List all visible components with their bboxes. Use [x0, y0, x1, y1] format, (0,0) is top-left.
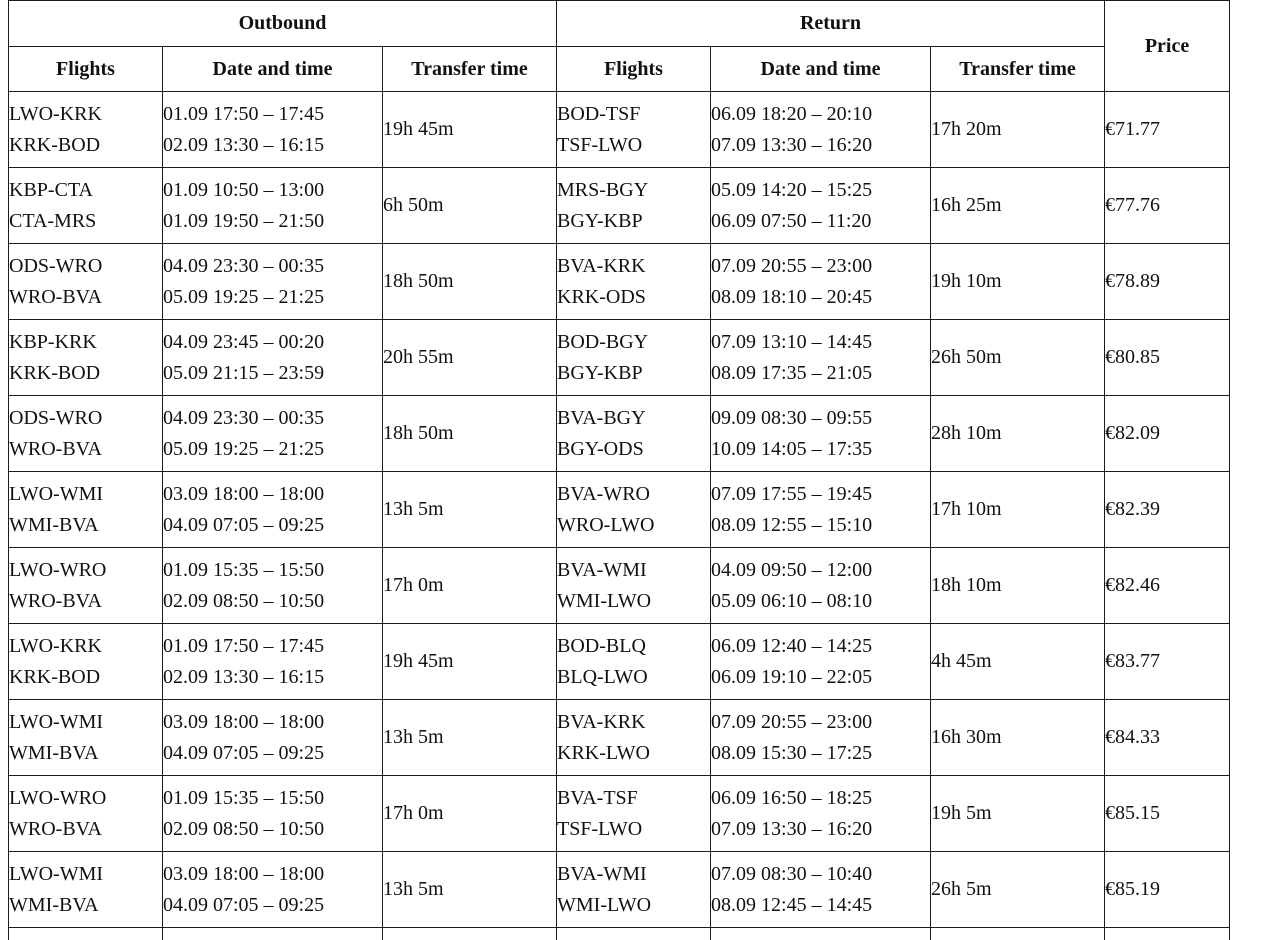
- outbound-flight-1: LWO-WMI: [9, 862, 104, 885]
- outbound-flight-2: KRK-BOD: [9, 665, 101, 688]
- table-row: [9, 244, 1230, 320]
- outbound-date-time-cell: [163, 776, 383, 852]
- outbound-date-time-header: Date and time: [163, 47, 383, 92]
- return-time-2: 10.09 14:05 – 17:35: [711, 437, 873, 460]
- return-time-2: 07.09 13:30 – 16:20: [711, 133, 873, 156]
- return-date-time-cell: [711, 472, 931, 548]
- return-flight-1: BVA-WRO: [557, 482, 650, 505]
- outbound-transfer-time-cell: 13h 5m: [383, 852, 557, 928]
- outbound-time-2: 02.09 08:50 – 10:50: [163, 589, 325, 612]
- return-date-time-cell: [711, 548, 931, 624]
- outbound-time-1: 01.09 15:35 – 15:50: [163, 558, 325, 581]
- outbound-time-1: 01.09 10:50 – 13:00: [163, 178, 325, 201]
- outbound-time-1: 03.09 18:00 – 18:00: [163, 482, 325, 505]
- outbound-date-time-cell: [163, 624, 383, 700]
- return-flight-2: BGY-KBP: [557, 209, 643, 232]
- price-cell: €71.77: [1105, 92, 1230, 168]
- price-cell: €80.85: [1105, 320, 1230, 396]
- outbound-time-2: 05.09 21:15 – 23:59: [163, 361, 325, 384]
- outbound-flights-cell: [9, 472, 163, 548]
- return-time-2: 08.09 12:45 – 14:45: [711, 893, 873, 916]
- outbound-time-2: 02.09 08:50 – 10:50: [163, 817, 325, 840]
- outbound-flight-1: LWO-WRO: [9, 786, 107, 809]
- price-cell: €85.15: [1105, 776, 1230, 852]
- outbound-time-2: 05.09 19:25 – 21:25: [163, 285, 325, 308]
- return-date-time-cell: [711, 624, 931, 700]
- outbound-time-2: 02.09 13:30 – 16:15: [163, 133, 325, 156]
- outbound-transfer-time-cell: 18h 50m: [383, 244, 557, 320]
- return-time-1: 07.09 20:55 – 23:00: [711, 710, 873, 733]
- table-row: [9, 472, 1230, 548]
- outbound-date-time-cell: [163, 168, 383, 244]
- outbound-flights-cell: [9, 852, 163, 928]
- return-transfer-time-cell: 19h 5m: [931, 776, 1105, 852]
- return-time-2: 07.09 13:30 – 16:20: [711, 817, 873, 840]
- table-row: [9, 624, 1230, 700]
- return-flight-2: WMI-LWO: [557, 893, 652, 916]
- return-time-1: 07.09 20:55 – 23:00: [711, 254, 873, 277]
- outbound-transfer-time-cell: 13h 5m: [383, 472, 557, 548]
- outbound-flight-2: KRK-BOD: [9, 361, 101, 384]
- outbound-flight-2: WMI-BVA: [9, 893, 99, 916]
- return-flights-cell: [557, 92, 711, 168]
- return-time-2: 08.09 12:55 – 15:10: [711, 513, 873, 536]
- return-flights-cell: [557, 776, 711, 852]
- return-date-time-header: Date and time: [711, 47, 931, 92]
- outbound-date-time-cell: [163, 472, 383, 548]
- outbound-time-2: 02.09 13:30 – 16:15: [163, 665, 325, 688]
- outbound-flights-cell: [9, 396, 163, 472]
- price-cell: €78.89: [1105, 244, 1230, 320]
- return-flights-cell: [557, 472, 711, 548]
- return-date-time-cell: [711, 396, 931, 472]
- outbound-date-time-cell: [163, 244, 383, 320]
- outbound-date-time-cell: [163, 852, 383, 928]
- return-time-2: 06.09 19:10 – 22:05: [711, 665, 873, 688]
- outbound-time-1: 03.09 18:00 – 18:00: [163, 710, 325, 733]
- return-flights-cell: [557, 320, 711, 396]
- table-row: [9, 396, 1230, 472]
- price-cell: €85.19: [1105, 852, 1230, 928]
- return-date-time-cell: [711, 852, 931, 928]
- outbound-date-time-cell: [163, 548, 383, 624]
- outbound-flight-1: LWO-WRO: [9, 558, 107, 581]
- outbound-time-1: 01.09 17:50 – 17:45: [163, 634, 325, 657]
- outbound-time-2: 04.09 07:05 – 09:25: [163, 513, 325, 536]
- return-time-1: 06.09 16:50 – 18:25: [711, 786, 873, 809]
- return-flight-1: BVA-KRK: [557, 710, 646, 733]
- return-date-time-cell: [711, 168, 931, 244]
- outbound-date-time-cell: [163, 92, 383, 168]
- price-cell: €77.76: [1105, 168, 1230, 244]
- return-time-2: 08.09 15:30 – 17:25: [711, 741, 873, 764]
- table-row: [9, 168, 1230, 244]
- outbound-flight-1: LWO-WMI: [9, 710, 104, 733]
- return-transfer-time-cell: 26h 50m: [931, 320, 1105, 396]
- return-flights-cell: [557, 852, 711, 928]
- outbound-time-2: 04.09 07:05 – 09:25: [163, 893, 325, 916]
- outbound-time-1: 01.09 17:50 – 17:45: [163, 102, 325, 125]
- return-flight-1: BVA-TSF: [557, 786, 638, 809]
- return-time-1: 07.09 13:10 – 14:45: [711, 330, 873, 353]
- outbound-time-2: 04.09 07:05 – 09:25: [163, 741, 325, 764]
- return-time-1: 04.09 09:50 – 12:00: [711, 558, 873, 581]
- outbound-flight-2: WRO-BVA: [9, 285, 102, 308]
- table-row: [9, 776, 1230, 852]
- return-transfer-time-cell: 16h 30m: [931, 700, 1105, 776]
- price-cell: €82.46: [1105, 548, 1230, 624]
- return-time-1: 06.09 18:20 – 20:10: [711, 102, 873, 125]
- return-flight-2: KRK-ODS: [557, 285, 646, 308]
- return-flight-2: TSF-LWO: [557, 133, 643, 156]
- outbound-transfer-time-cell: 20h 55m: [383, 320, 557, 396]
- return-flight-1: BOD-BLQ: [557, 634, 646, 657]
- outbound-flight-1: LWO-WMI: [9, 482, 104, 505]
- return-flights-cell: [557, 700, 711, 776]
- return-transfer-time-cell: 19h 10m: [931, 244, 1105, 320]
- return-transfer-time-cell: 17h 10m: [931, 472, 1105, 548]
- outbound-flights-cell: [9, 244, 163, 320]
- return-flight-2: BGY-ODS: [557, 437, 644, 460]
- outbound-flight-2: WMI-BVA: [9, 513, 99, 536]
- outbound-flight-1: LWO-KRK: [9, 634, 102, 657]
- return-flight-1: BOD-TSF: [557, 102, 641, 125]
- return-transfer-time-header: Transfer time: [931, 47, 1105, 92]
- table-row-partial: [9, 928, 1230, 940]
- outbound-transfer-time-header: Transfer time: [383, 47, 557, 92]
- return-transfer-time-cell: 18h 10m: [931, 548, 1105, 624]
- flights-results-table: [8, 0, 1230, 940]
- outbound-transfer-time-cell: 19h 45m: [383, 624, 557, 700]
- table-row: [9, 852, 1230, 928]
- return-time-2: 06.09 07:50 – 11:20: [711, 209, 872, 232]
- outbound-flight-1: KBP-CTA: [9, 178, 93, 201]
- outbound-transfer-time-cell: 17h 0m: [383, 776, 557, 852]
- outbound-header: Outbound: [9, 1, 557, 47]
- outbound-flight-2: WRO-BVA: [9, 589, 102, 612]
- return-time-2: 05.09 06:10 – 08:10: [711, 589, 873, 612]
- return-flights-cell: [557, 168, 711, 244]
- return-date-time-cell: [711, 244, 931, 320]
- table-row: [9, 548, 1230, 624]
- return-transfer-time-cell: 28h 10m: [931, 396, 1105, 472]
- price-cell: €83.77: [1105, 624, 1230, 700]
- outbound-flights-cell: [9, 700, 163, 776]
- return-flight-2: BLQ-LWO: [557, 665, 648, 688]
- outbound-flights-cell: [9, 320, 163, 396]
- return-flight-1: BVA-KRK: [557, 254, 646, 277]
- outbound-transfer-time-cell: 19h 45m: [383, 92, 557, 168]
- return-flight-1: BVA-BGY: [557, 406, 646, 429]
- return-flight-2: TSF-LWO: [557, 817, 643, 840]
- outbound-flight-1: ODS-WRO: [9, 406, 103, 429]
- results-body: [9, 92, 1230, 940]
- return-header: Return: [557, 1, 1105, 47]
- return-time-2: 08.09 17:35 – 21:05: [711, 361, 873, 384]
- return-flight-2: KRK-LWO: [557, 741, 650, 764]
- return-transfer-time-cell: 4h 45m: [931, 624, 1105, 700]
- outbound-transfer-time-cell: 17h 0m: [383, 548, 557, 624]
- return-time-1: 07.09 08:30 – 10:40: [711, 862, 873, 885]
- return-time-1: 07.09 17:55 – 19:45: [711, 482, 873, 505]
- price-header: Price: [1105, 1, 1230, 92]
- table-row: [9, 320, 1230, 396]
- outbound-date-time-cell: [163, 396, 383, 472]
- return-flight-1: BVA-WMI: [557, 862, 647, 885]
- outbound-time-1: 04.09 23:30 – 00:35: [163, 254, 325, 277]
- return-date-time-cell: [711, 92, 931, 168]
- return-flight-2: WMI-LWO: [557, 589, 652, 612]
- table-row: [9, 700, 1230, 776]
- return-date-time-cell: [711, 700, 931, 776]
- outbound-transfer-time-cell: 6h 50m: [383, 168, 557, 244]
- return-time-2: 08.09 18:10 – 20:45: [711, 285, 873, 308]
- outbound-flight-2: WRO-BVA: [9, 437, 102, 460]
- outbound-flights-cell: [9, 624, 163, 700]
- outbound-flight-1: LWO-KRK: [9, 102, 102, 125]
- outbound-date-time-cell: [163, 700, 383, 776]
- return-flight-1: BVA-WMI: [557, 558, 647, 581]
- return-flights-cell: [557, 624, 711, 700]
- outbound-flights-cell: [9, 776, 163, 852]
- outbound-flights-cell: [9, 168, 163, 244]
- outbound-flights-cell: [9, 92, 163, 168]
- return-time-1: 09.09 08:30 – 09:55: [711, 406, 873, 429]
- outbound-flight-2: WRO-BVA: [9, 817, 102, 840]
- price-cell: €82.09: [1105, 396, 1230, 472]
- outbound-time-2: 01.09 19:50 – 21:50: [163, 209, 325, 232]
- outbound-flight-2: WMI-BVA: [9, 741, 99, 764]
- outbound-date-time-cell: [163, 320, 383, 396]
- outbound-flight-1: ODS-WRO: [9, 254, 103, 277]
- outbound-time-1: 01.09 15:35 – 15:50: [163, 786, 325, 809]
- return-flight-2: BGY-KBP: [557, 361, 643, 384]
- outbound-flight-1: KBP-KRK: [9, 330, 97, 353]
- return-flight-1: MRS-BGY: [557, 178, 649, 201]
- outbound-flight-2: CTA-MRS: [9, 209, 97, 232]
- return-flights-cell: [557, 548, 711, 624]
- outbound-time-1: 03.09 18:00 – 18:00: [163, 862, 325, 885]
- return-transfer-time-cell: 17h 20m: [931, 92, 1105, 168]
- return-date-time-cell: [711, 320, 931, 396]
- table-row: [9, 92, 1230, 168]
- return-flights-header: Flights: [557, 47, 711, 92]
- return-date-time-cell: [711, 776, 931, 852]
- outbound-time-2: 05.09 19:25 – 21:25: [163, 437, 325, 460]
- return-transfer-time-cell: 26h 5m: [931, 852, 1105, 928]
- return-time-1: 06.09 12:40 – 14:25: [711, 634, 873, 657]
- outbound-transfer-time-cell: 18h 50m: [383, 396, 557, 472]
- return-flights-cell: [557, 244, 711, 320]
- outbound-flight-2: KRK-BOD: [9, 133, 101, 156]
- return-flight-1: BOD-BGY: [557, 330, 649, 353]
- outbound-time-1: 04.09 23:45 – 00:20: [163, 330, 325, 353]
- price-cell: €84.33: [1105, 700, 1230, 776]
- price-cell: €82.39: [1105, 472, 1230, 548]
- return-flight-2: WRO-LWO: [557, 513, 655, 536]
- outbound-flights-header: Flights: [9, 47, 163, 92]
- outbound-time-1: 04.09 23:30 – 00:35: [163, 406, 325, 429]
- outbound-transfer-time-cell: 13h 5m: [383, 700, 557, 776]
- return-transfer-time-cell: 16h 25m: [931, 168, 1105, 244]
- return-flights-cell: [557, 396, 711, 472]
- return-time-1: 05.09 14:20 – 15:25: [711, 178, 873, 201]
- outbound-flights-cell: [9, 548, 163, 624]
